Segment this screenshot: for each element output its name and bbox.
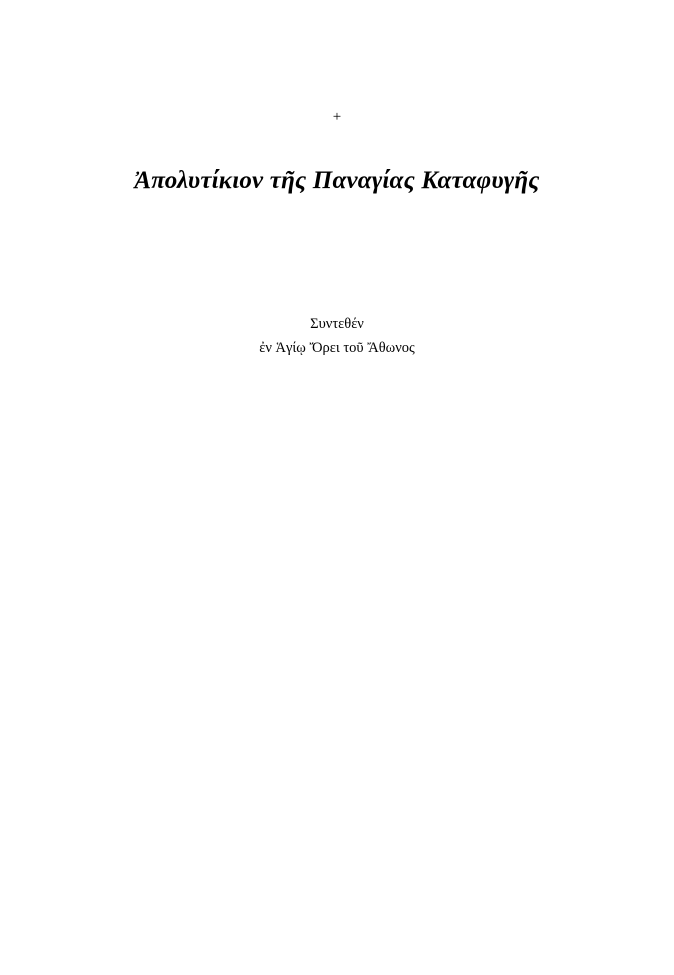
attribution-line-2: ἐν Ἁγίῳ Ὄρει τοῦ Ἄθωνος xyxy=(259,339,415,356)
attribution-line-1: Συντεθέν xyxy=(310,316,364,332)
page-title: Ἀπολυτίκιον τῆς Παναγίας Καταφυγῆς xyxy=(134,167,540,194)
cross-mark-symbol: + xyxy=(332,109,342,125)
attribution-block xyxy=(0,313,674,361)
